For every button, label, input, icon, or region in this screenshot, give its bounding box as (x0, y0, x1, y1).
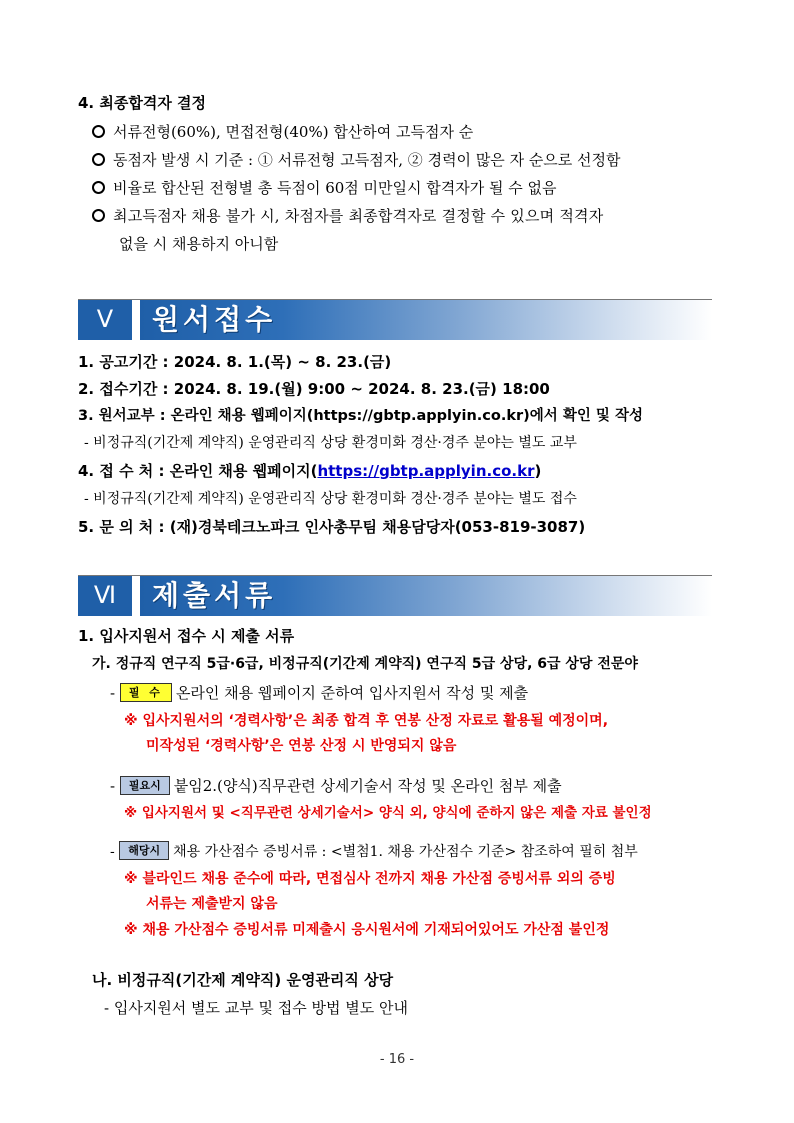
document-entry: - 필 수 온라인 채용 웹페이지 준하여 입사지원서 작성 및 제출 (110, 684, 529, 702)
document-entry: - 해당시 채용 가산점수 증빙서류 : <별첨1. 채용 가산점수 기준> 참조하여 필히 첨부 (110, 842, 638, 862)
list-item: 최고득점자 채용 불가 시, 차점자를 최종합격자로 결정할 수 있으며 적격자 (92, 206, 603, 226)
subsection-title: 나. 비정규직(기간제 계약직) 운영관리직 상당 (92, 971, 394, 989)
section-heading: 4. 최종합격자 결정 (78, 94, 207, 112)
document-entry: - 필요시 붙임2.(양식)직무관련 상세기술서 작성 및 온라인 첨부 제출 (110, 777, 562, 795)
info-item: 3. 원서교부 : 온라인 채용 웹페이지(https://gbtp.applyin.co.kr)에서 확인 및 작성 (78, 408, 643, 424)
ring-bullet-icon (92, 209, 105, 222)
section-number: Ⅵ (78, 576, 132, 616)
ring-bullet-icon (92, 181, 105, 194)
warning-note: ※ 입사지원서 및 <직무관련 상세기술서> 양식 외, 양식에 준하지 않은 제출 자료 불인정 (124, 805, 652, 821)
info-note: - 비정규직(기간제 계약직) 운영관리직 상당 환경미화 경산·경주 분야는 별도 교부 (84, 435, 577, 451)
ring-bullet-icon (92, 125, 105, 138)
section-title: 제출서류 (152, 579, 277, 612)
subsection-heading: 1. 입사지원서 접수 시 제출 서류 (78, 627, 295, 645)
subsection-title: 가. 정규직 연구직 5급·6급, 비정규직(기간제 계약직) 연구직 5급 상당, 6급 상당 전문야 (92, 656, 638, 672)
info-item: 4. 접 수 처 : 온라인 채용 웹페이지(https://gbtp.applyin.co.kr) (78, 462, 542, 480)
warning-note: ※ 블라인드 채용 준수에 따라, 면접심사 전까지 채용 가산점 증빙서류 외의 증빙 (124, 871, 616, 887)
if-needed-badge: 필요시 (120, 776, 170, 795)
page-number: - 16 - (379, 1052, 415, 1067)
info-item: 5. 문 의 처 : (재)경북테크노파크 인사총무팀 채용담당자(053-819-3087) (78, 518, 586, 536)
info-item: 2. 접수기간 : 2024. 8. 19.(월) 9:00 ~ 2024. 8. 23.(금) 18:00 (78, 380, 550, 398)
section-number: Ⅴ (78, 300, 132, 340)
application-link[interactable]: https://gbtp.applyin.co.kr (317, 462, 535, 480)
list-item: 동점자 발생 시 기준 : ① 서류전형 고득점자, ② 경력이 많은 자 순으로 선정함 (92, 150, 621, 170)
warning-note: 미작성된 ‘경력사항’은 연봉 산정 시 반영되지 않음 (146, 738, 457, 754)
section-title: 원서접수 (152, 303, 277, 336)
required-badge: 필 수 (120, 683, 172, 702)
if-applicable-badge: 해당시 (119, 841, 169, 860)
info-note: - 입사지원서 별도 교부 및 접수 방법 별도 안내 (104, 999, 409, 1017)
info-note: - 비정규직(기간제 계약직) 운영관리직 상당 환경미화 경산·경주 분야는 별도 접수 (84, 491, 577, 507)
list-item: 비율로 합산된 전형별 총 득점이 60점 미만일시 합격자가 될 수 없음 (92, 178, 557, 198)
list-item: 서류전형(60%), 면접전형(40%) 합산하여 고득점자 순 (92, 122, 473, 142)
warning-note: ※ 입사지원서의 ‘경력사항’은 최종 합격 후 연봉 산정 자료로 활용될 예정이며, (124, 713, 609, 729)
ring-bullet-icon (92, 153, 105, 166)
info-item: 1. 공고기간 : 2024. 8. 1.(목) ~ 8. 23.(금) (78, 353, 392, 371)
list-item-continuation: 없을 시 채용하지 아니함 (119, 235, 279, 253)
warning-note: 서류는 제출받지 않음 (146, 896, 278, 912)
warning-note: ※ 채용 가산점수 증빙서류 미제출시 응시원서에 기재되어있어도 가산점 불인정 (124, 922, 610, 938)
